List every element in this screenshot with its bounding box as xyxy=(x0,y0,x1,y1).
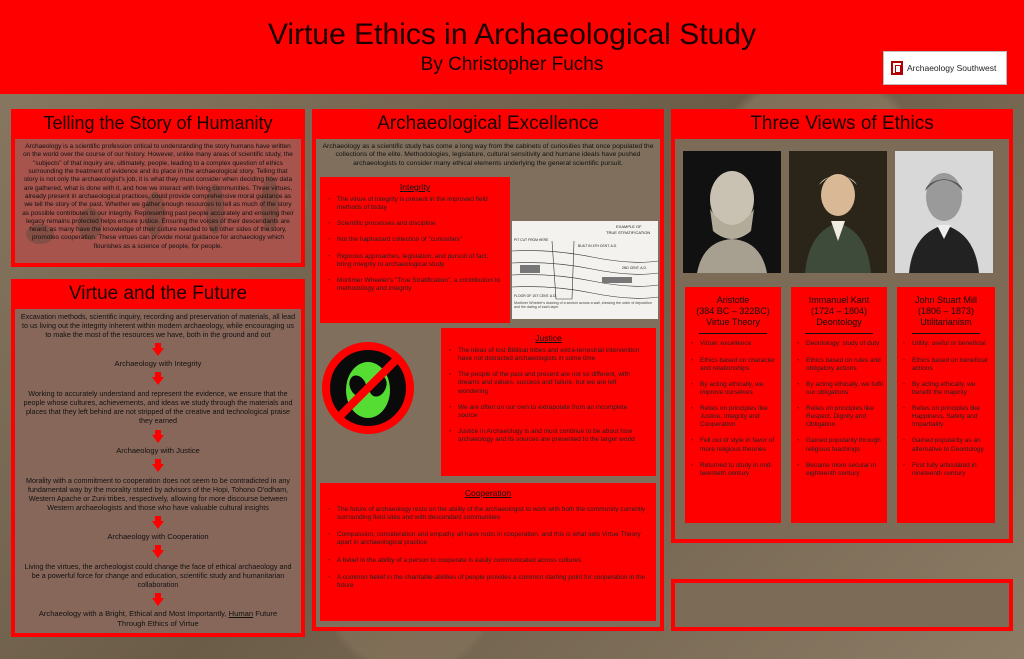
mill-name: John Stuart Mill xyxy=(914,295,978,305)
down-arrow-icon xyxy=(152,348,164,356)
list-item: • Became more secular in eighteenth century xyxy=(797,462,883,478)
final-statement-human: Human xyxy=(228,609,254,618)
list-item: • By acting ethically, we benefit the majority xyxy=(903,381,991,397)
down-arrow-icon xyxy=(152,550,164,558)
list-item: • Rigorous approaches, legislation, and pursuit of fact, bring integrity to archaeological study xyxy=(328,253,502,269)
list-item: • The future of archaeology rests on the ability of the archaeologist to work with both the community currently surrounding field sites and with descendant communities xyxy=(328,506,648,522)
down-arrow-icon xyxy=(152,435,164,443)
aristotle-list xyxy=(685,336,781,478)
stratification-drawing xyxy=(512,221,658,319)
list-item: • Ethics based on rules and obligatory actions xyxy=(797,357,883,373)
logo-mark-icon xyxy=(891,61,903,75)
aristotle-bust-image xyxy=(683,151,781,273)
aristotle-portrait xyxy=(683,151,781,273)
future-text-integrity: Working to accurately understand and represent the evidence, we ensure that the people whose cultures, achievements, and ideas we study through the materials and places that they left behind are not stripped of the creative and technological praise they earned xyxy=(23,389,293,425)
mill-photo-image xyxy=(895,151,993,273)
strat-heading-a: EXAMPLE OF xyxy=(616,224,642,229)
list-item: • Relies on principles like Happiness, Safety and Impartiality xyxy=(903,405,991,429)
mill-portrait xyxy=(895,151,993,273)
future-text-justice: Morality with a commitment to cooperation does not seem to be contradicted in any fundamental way by the morality stated by advisors of the Hopi, Tohono O'odham, Western Apache or Zuni tribes, respectively, allowing for more discourse between Western archaeologists and those who have valuable cultural insights xyxy=(25,476,291,512)
list-item: • Ethics based on beneficial actions xyxy=(903,357,991,373)
three-views-panel xyxy=(671,109,1013,543)
mill-theory: Utilitarianism xyxy=(920,316,972,327)
telling-story-panel xyxy=(11,109,305,267)
kant-painting-image xyxy=(789,151,887,273)
aristotle-dates: (384 BC – 322BC) xyxy=(696,305,770,316)
down-arrow-icon xyxy=(152,521,164,529)
list-item: • Deontology: study of duty xyxy=(797,340,883,348)
list-item: • Mortimer Wheeler's "True Stratification", a contribution to methodology and integrity xyxy=(328,277,502,293)
kant-heading xyxy=(791,287,887,327)
list-item: • Gained popularity as an alternative to Deontology xyxy=(903,437,991,453)
list-item: • Gained popularity through religious teachings xyxy=(797,437,883,453)
flow-step-integrity: Archaeology with Integrity xyxy=(114,359,202,368)
strat-label-2: BUILT IN 4TH CENT. A.D. xyxy=(578,244,618,248)
strat-label-4: FLOOR OF 1ST CENT. A.D. xyxy=(514,294,557,298)
future-text-cooperation: Living the virtues, the archeologist could change the face of ethical archaeology and be a powerful force for change and education, scientific study and humanitarian collaboration xyxy=(24,562,292,589)
kant-list xyxy=(791,336,887,478)
three-views-title: Three Views of Ethics xyxy=(750,113,934,134)
archaeology-southwest-logo xyxy=(883,51,1007,85)
aristotle-heading xyxy=(685,287,781,327)
cooperation-list xyxy=(320,498,656,590)
list-item: • The people of the past and present are not so different, with dreams and values, success and failure, but we are left wondering xyxy=(449,371,648,395)
mill-column xyxy=(897,287,995,523)
divider xyxy=(805,333,872,334)
kant-name: Immanuel Kant xyxy=(808,295,870,305)
virtue-future-panel xyxy=(11,279,305,637)
list-item: • Utility: useful or beneficial xyxy=(903,340,991,348)
poster-title: Virtue Ethics in Archaeological Study xyxy=(267,18,757,51)
strat-caption: Mortimer Wheeler's drawing of a section across a wall, showing the order of deposition and the dating of each layer. xyxy=(514,301,652,310)
excellence-title: Archaeological Excellence xyxy=(377,113,599,134)
final-statement-part-c: Through Ethics of Virtue xyxy=(117,618,199,628)
strat-label-1: PIT CUT FROM HERE xyxy=(514,238,549,242)
future-intro-text: Excavation methods, scientific inquiry, recording and preservation of materials, all lead to us living out the integrity inherent within modern archaeology, while encouraging us to make the most of the resources we have, both in the ground and out xyxy=(20,312,296,339)
flow-step-justice: Archaeology with Justice xyxy=(116,446,200,455)
flow-step-cooperation: Archaeology with Cooperation xyxy=(107,532,209,541)
kant-portrait xyxy=(789,151,887,273)
aristotle-column xyxy=(685,287,781,523)
aristotle-theory: Virtue Theory xyxy=(706,316,760,327)
list-item: • Returned to study in mid-twentieth century xyxy=(691,462,777,478)
kant-column xyxy=(791,287,887,523)
flow-final-statement xyxy=(20,609,296,629)
down-arrow-icon xyxy=(152,598,164,606)
list-item: • The ideas of lost Biblical tribes and extra-terrestrial intervention have not distracted archaeologists in some time xyxy=(449,347,648,363)
list-item: • A common belief in the charitable abilities of people provides a common starting point for cooperation in the future xyxy=(328,574,648,590)
divider xyxy=(699,333,766,334)
excellence-intro: Archaeology as a scientific study has come a long way from the cabinets of curiosities that once populated the collections of the elite. Methodologies, legislature, cultural sensitivity and humane ideals have pushed archaeologists to consider many ethical elements underlying the general scientific pursuit. xyxy=(322,143,654,167)
excellence-body-box xyxy=(316,139,660,627)
poster-header xyxy=(0,0,1024,94)
no-aliens-sign xyxy=(322,342,414,434)
list-item: • By acting ethically, we fulfil our obligations xyxy=(797,381,883,397)
virtue-future-body-box xyxy=(15,309,301,633)
list-item: • We are often on our own to extrapolate from an incomplete source xyxy=(449,404,648,420)
down-arrow-icon xyxy=(152,377,164,385)
strat-label-3: 2ND CENT. A.D. xyxy=(622,266,647,270)
three-views-body-box xyxy=(675,139,1009,539)
cooperation-box xyxy=(320,483,656,621)
integrity-list xyxy=(320,192,510,293)
kant-dates: (1724 – 1804) xyxy=(810,305,868,316)
telling-story-text: Archaeology is a scientific profession critical to understanding the story humans have written on the world over the course of our history. However, unlike many areas of scientific study, the "subjects" of that inquiry are, ultimately, people, leading to a complex question of ethics surrounding the treatment of evidence and its place in the archaeological story. Telling that story is not only the archaeologist's job, it is what they must consider when deciding how data are gathered, what is done with it, and how we interact with living communities. Three virtues, already present in archaeological practices, could provide comprehensive moral guidance as we tell the story of the past. Whether we gather enough resources to tell as much of the story as possible contributes to our integrity. Representing past people accurately and ensuring their legacy remains protected helps ensure justice. Ensuring the voices of their descendants are heard, as many have the knowledge of their culture needed to tell other sides of the story, promotes cooperation. These virtues can provide moral guidance for archaeology which flourishes as a science of people, for people. xyxy=(22,143,294,250)
poster-author: By Christopher Fuchs xyxy=(420,54,604,75)
no-alien-icon xyxy=(322,342,414,434)
list-item: • Compassion, consideration and empathy all have roots in cooperation, and this is what sets Virtue Theory apart in archaeological practice xyxy=(328,531,648,547)
aristotle-name: Aristotle xyxy=(716,295,750,305)
list-item: • Relies on principles like Respect, Dignity and Obligation xyxy=(797,405,883,429)
integrity-title: Integrity xyxy=(399,182,431,192)
down-arrow-icon xyxy=(152,464,164,472)
list-item: • By acting ethically, we improve ourselves xyxy=(691,381,777,397)
virtue-future-title: Virtue and the Future xyxy=(68,283,248,304)
excellence-panel xyxy=(312,109,664,631)
justice-box xyxy=(441,328,656,476)
list-item: • Justice in Archaeology is and must continue to be about how archaeology and its sources are presented to the larger world xyxy=(449,428,648,444)
list-item: • Fell out of style in favor of more religious theories xyxy=(691,437,777,453)
list-item: • Virtue: excellence xyxy=(691,340,777,348)
list-item: • A belief in the ability of a person to cooperate is easily communicated across cultures xyxy=(328,557,648,565)
list-item: • The virtue of integrity is present in the improved field methods of today xyxy=(328,196,502,212)
justice-list xyxy=(441,343,656,444)
divider xyxy=(912,333,981,334)
cooperation-title: Cooperation xyxy=(464,488,512,498)
list-item: • Relies on principles like Justice, Integrity and Cooperation xyxy=(691,405,777,429)
list-item: • First fully articulated in nineteenth century xyxy=(903,462,991,478)
empty-bottom-panel xyxy=(671,579,1013,631)
list-item: • Not the haphazard collection of "curiosities" xyxy=(328,236,502,244)
mill-list xyxy=(897,336,995,478)
list-item: • Ethics based on character and relationships xyxy=(691,357,777,373)
strat-heading-b: TRUE STRATIFICATION xyxy=(606,230,651,235)
logo-text: Archaeology Southwest xyxy=(907,63,997,73)
mill-heading xyxy=(897,287,995,327)
telling-story-body-box xyxy=(15,139,301,263)
final-statement-part-a: Archaeology with a Bright, Ethical and Most Importantly, xyxy=(38,609,227,618)
telling-story-title: Telling the Story of Humanity xyxy=(43,113,273,133)
justice-title: Justice xyxy=(535,333,562,343)
final-statement-part-b: Future xyxy=(255,609,278,618)
integrity-box xyxy=(320,177,510,323)
mill-dates: (1806 – 1873) xyxy=(917,305,975,316)
list-item: • Scientific processes and discipline xyxy=(328,220,502,228)
kant-theory: Deontology xyxy=(816,316,862,327)
empty-bottom-panel-inner xyxy=(675,583,1009,627)
